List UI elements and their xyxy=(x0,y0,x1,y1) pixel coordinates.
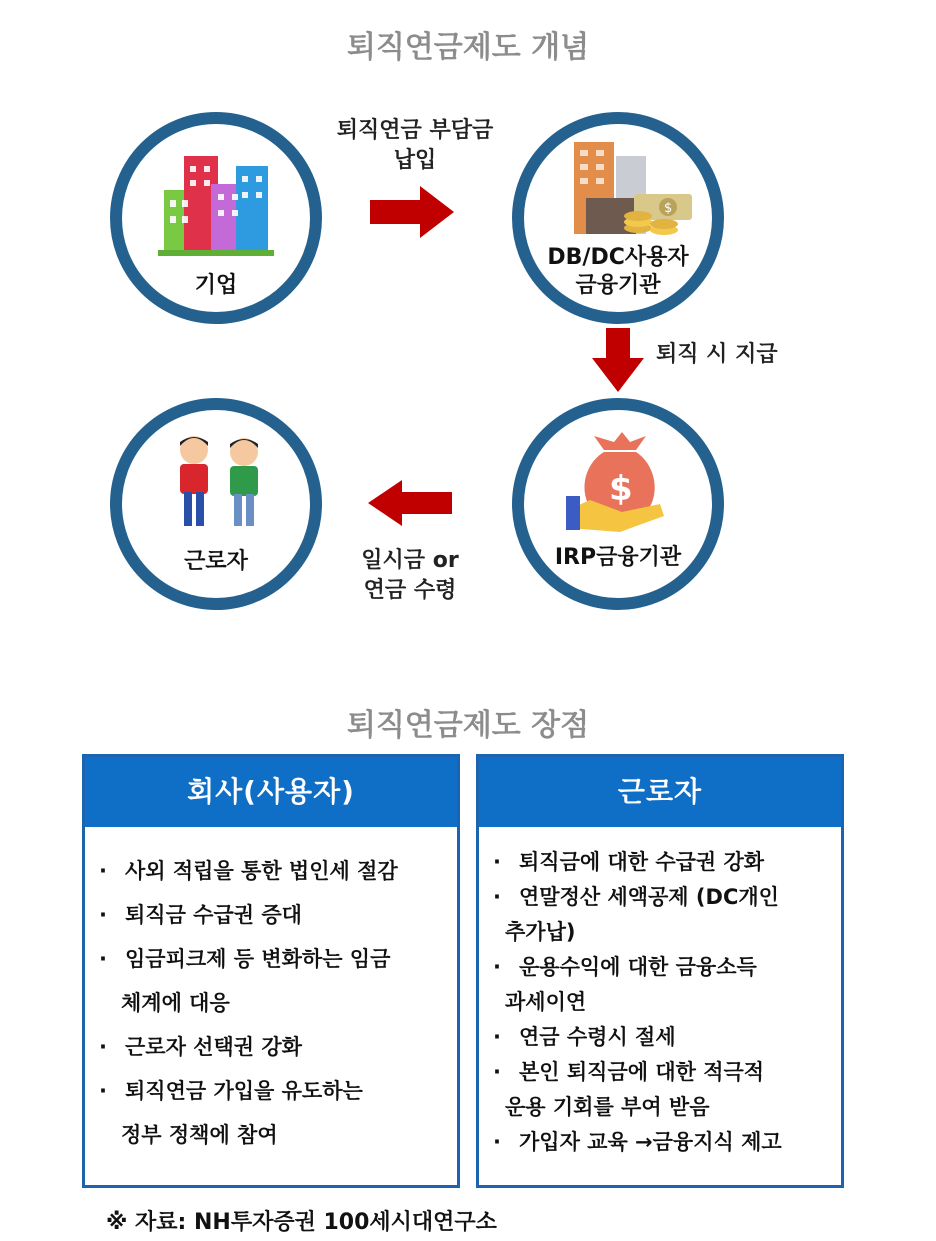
list-item: · 사외 적립을 통한 법인세 절감 xyxy=(99,859,398,883)
buildings-icon xyxy=(156,148,276,258)
payment-flow-label-line1: 퇴직연금 부담금 xyxy=(336,118,494,143)
db-dc-label xyxy=(524,244,712,300)
source-note: ※ 자료: NH투자증권 100세시대연구소 xyxy=(106,1210,497,1235)
list-item: · 임금피크제 등 변화하는 임금 xyxy=(99,947,391,971)
company-box-header: 회사(사용자) xyxy=(85,757,457,827)
worker-node xyxy=(110,398,322,610)
receive-flow-label xyxy=(340,546,480,606)
payment-flow-label xyxy=(310,116,520,176)
red-arrow-icon xyxy=(592,328,644,392)
db-dc-node xyxy=(512,112,724,324)
two-people-icon xyxy=(164,432,274,532)
advantages-title: 퇴직연금제도 장점 xyxy=(346,708,590,743)
list-item: · 운용수익에 대한 금융소득 xyxy=(493,955,757,979)
company-box-body xyxy=(85,827,457,1157)
company-label: 기업 xyxy=(194,273,238,298)
db-dc-label-line2: 금융기관 xyxy=(575,273,661,298)
list-item: 추가납) xyxy=(505,920,576,944)
payment-flow-label-line2: 납입 xyxy=(393,148,437,173)
worker-advantages-box xyxy=(476,754,844,1188)
receive-flow-label-line2: 연금 수령 xyxy=(363,578,457,603)
svg-text:$: $ xyxy=(609,469,633,509)
list-item: · 연금 수령시 절세 xyxy=(493,1025,676,1049)
list-item: 운용 기회를 부여 받음 xyxy=(505,1095,710,1119)
company-node xyxy=(110,112,322,324)
worker-box-header: 근로자 xyxy=(479,757,841,827)
list-item: 과세이연 xyxy=(505,990,587,1014)
red-arrow-icon xyxy=(368,480,452,526)
office-money-icon xyxy=(546,132,696,242)
db-dc-label-line1: DB/DC사용자 xyxy=(547,245,689,270)
worker-box-body xyxy=(479,827,841,1160)
list-item: 정부 정책에 참여 xyxy=(121,1123,278,1147)
list-item: · 퇴직금에 대한 수급권 강화 xyxy=(493,850,765,874)
list-item: 체계에 대응 xyxy=(121,991,230,1015)
irp-label: IRP금융기관 xyxy=(554,545,682,570)
list-item: · 본인 퇴직금에 대한 적극적 xyxy=(493,1060,765,1084)
retire-pay-label: 퇴직 시 지급 xyxy=(656,342,778,367)
receive-flow-label-line1: 일시금 or xyxy=(361,548,459,573)
worker-label: 근로자 xyxy=(184,549,248,574)
money-bag-icon xyxy=(564,430,674,540)
list-item: · 근로자 선택권 강화 xyxy=(99,1035,302,1059)
irp-node xyxy=(512,398,724,610)
red-arrow-icon xyxy=(370,186,454,238)
concept-title: 퇴직연금제도 개념 xyxy=(346,30,590,65)
list-item: · 연말정산 세액공제 (DC개인 xyxy=(493,885,779,909)
svg-text:$: $ xyxy=(664,201,673,216)
list-item: · 가입자 교육 →금융지식 제고 xyxy=(493,1130,782,1154)
list-item: · 퇴직금 수급권 증대 xyxy=(99,903,302,927)
company-advantages-box xyxy=(82,754,460,1188)
list-item: · 퇴직연금 가입을 유도하는 xyxy=(99,1079,363,1103)
